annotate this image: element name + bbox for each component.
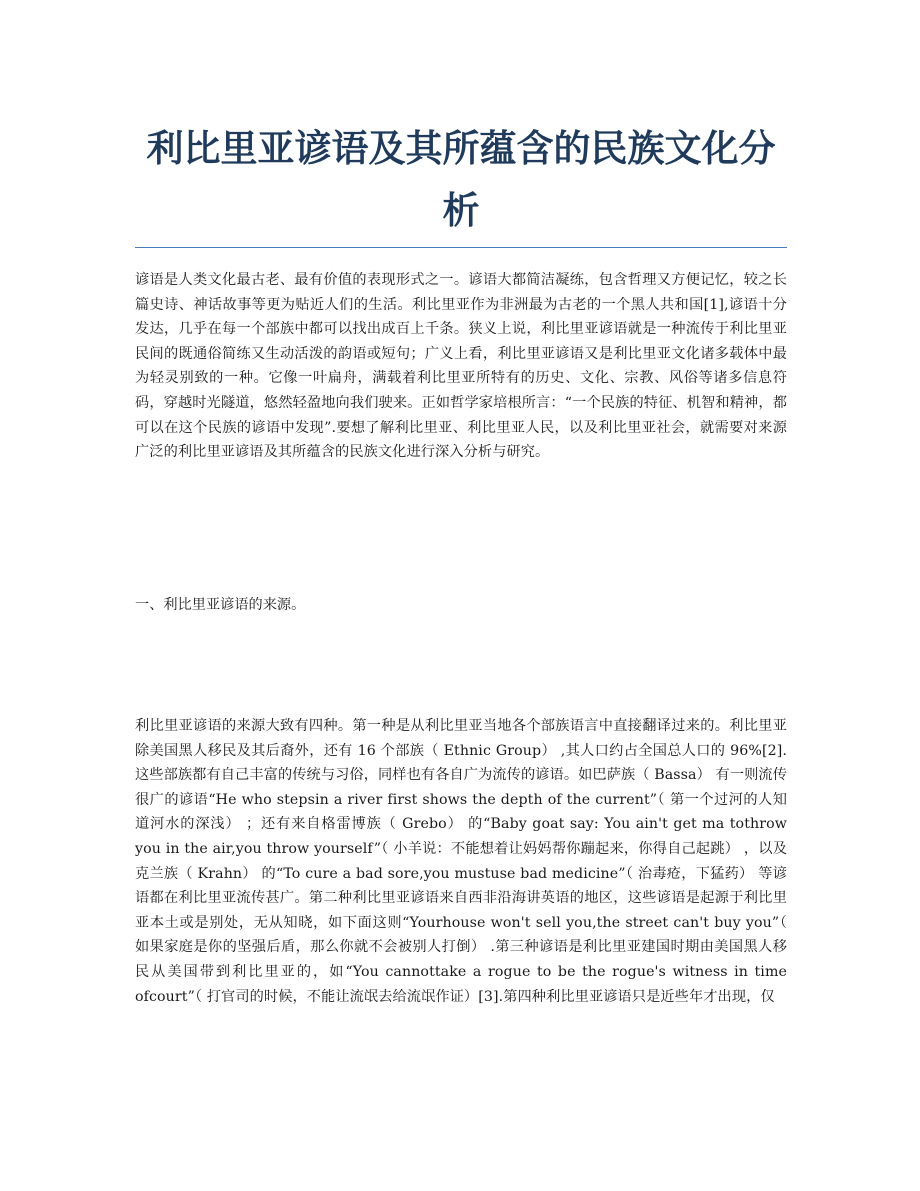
document-title: 利比里亚谚语及其所蕴含的民族文化分析 (146, 127, 776, 232)
section-heading: 一、利比里亚谚语的来源。 (135, 597, 306, 613)
title-divider (135, 247, 787, 248)
section-body-paragraph: 利比里亚谚语的来源大致有四种。第一种是从利比里亚当地各个部族语言中直接翻译过来的。利比里亚除美国黑人移民及其后裔外，还有 16 个部族（ Ethnic Group） ,其人口约占全国总人口的 96%[2].这些部族都有自己丰富的传统与习俗，同样也有各自广为流传的谚语。如巴萨族（ Bassa） 有一则流传很广的谚语“He who stepsin a river first shows the depth of the current”（ 第一个过河的人知道河水的深浅） ；还有来自格雷博族（ Grebo） 的“Baby goat say: You ain't get ma tothrow you in the air,you throw yourself”（ 小羊说：不能想着让妈妈帮你蹦起来，你得自己起跳） ，以及克兰族（ Krahn） 的“To cure a bad sore,you mustuse bad medicine”（ 治毒疮，下猛药） 等谚语都在利比里亚流传甚广。第二种利比里亚谚语来自西非沿海讲英语的地区，这些谚语是起源于利比里亚本土或是别处，无从知晓，如下面这则“Yourhouse won't sell you,the street can't buy you”（ 如果家庭是你的坚强后盾，那么你就不会被别人打倒） .第三种谚语是利比里亚建国时期由美国黑人移民从美国带到利比里亚的，如“You cannottake a rogue to be the rogue's witness in time ofcourt”（ 打官司的时候，不能让流氓去给流氓作证）[3].第四种利比里亚谚语只是近些年才出现，仅 (135, 718, 787, 1005)
intro-paragraph: 谚语是人类文化最古老、最有价值的表现形式之一。谚语大都简洁凝练，包含哲理又方便记忆，较之长篇史诗、神话故事等更为贴近人们的生活。利比里亚作为非洲最为古老的一个黑人共和国[1],谚语十分发达，几乎在每一个部族中都可以找出成百上千条。狭义上说，利比里亚谚语就是一种流传于利比里亚民间的既通俗简练又生动活泼的韵语或短句；广义上看，利比里亚谚语又是利比里亚文化诸多载体中最为轻灵别致的一种。它像一叶扁舟，满载着利比里亚所特有的历史、文化、宗教、风俗等诸多信息符码，穿越时光隧道，悠然轻盈地向我们驶来。正如哲学家培根所言：“一个民族的特征、机智和精神，都可以在这个民族的谚语中发现”.要想了解利比里亚、利比里亚人民，以及利比里亚社会，就需要对来源广泛的利比里亚谚语及其所蕴含的民族文化进行深入分析与研究。 (135, 272, 787, 461)
